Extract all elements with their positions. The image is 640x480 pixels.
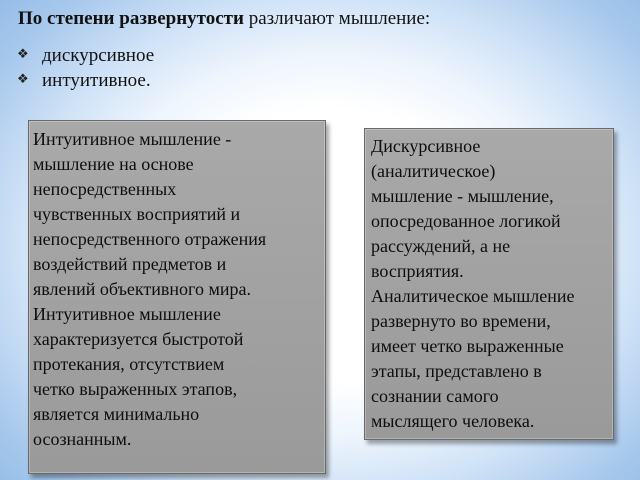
bullet-text: дискурсивное <box>42 45 155 66</box>
list-item <box>12 68 154 93</box>
list-item <box>12 43 154 68</box>
slide-heading <box>18 6 628 31</box>
bullet-list <box>12 43 154 93</box>
heading-lead: По степени развернутости <box>18 8 244 29</box>
diamond-bullet-icon: ❖ <box>17 46 29 61</box>
heading-rest: различают мышление: <box>243 8 431 29</box>
diamond-bullet-icon: ❖ <box>17 71 29 86</box>
intuitive-thinking-card: Интуитивное мышление - мышление на основе непосредственных чувственных восприятий и непосредственного отражения воздействий предметов и явлений объективного мира. Интуитивное мышление характеризуется быстротой протекания, отсутствием четко выраженных этапов, является минимально осознанным. <box>28 120 326 474</box>
bullet-text: интуитивное. <box>42 70 151 91</box>
discursive-thinking-card: Дискурсивное (аналитическое) мышление - мышление, опосредованное логикой рассуждений, а не восприятия. Аналитическое мышление развернуто во времени, имеет четко выраженные этапы, представлено в сознании самого мыслящего человека. <box>364 128 614 440</box>
